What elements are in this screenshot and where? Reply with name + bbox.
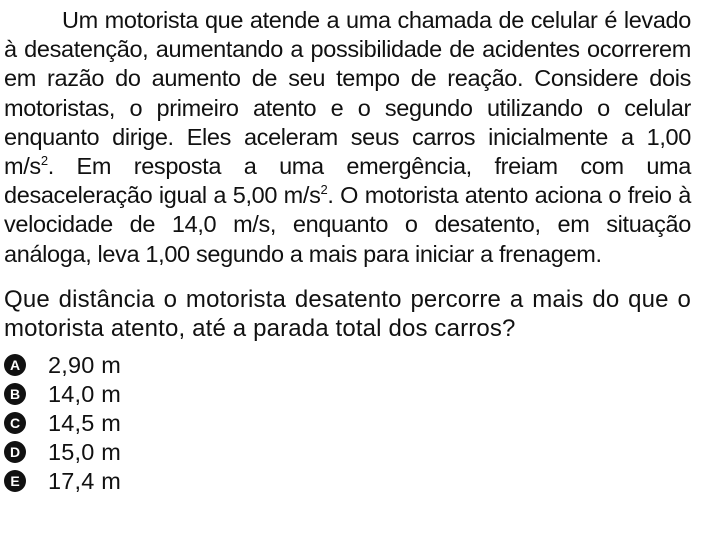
problem-statement	[4, 6, 691, 269]
exponent-2: 2	[320, 182, 328, 198]
statement-text-3: . O motorista atento aciona o freio à velocidade de 14,0 m/s, enquanto o desatento, em situação análoga, leva 1,00 segundo a mais para iniciar a frenagem.	[4, 182, 691, 267]
option-c-text: 14,5 m	[48, 409, 122, 436]
option-a[interactable]	[4, 351, 691, 380]
option-b-text: 14,0 m	[48, 380, 122, 407]
question-text: Que distância o motorista desatento percorre a mais do que o motorista atento, até a parada total dos carros?	[4, 285, 691, 343]
option-b-badge: B	[4, 383, 26, 405]
exponent-1: 2	[40, 153, 48, 169]
answer-options	[4, 351, 691, 496]
option-e-text: 17,4 m	[48, 467, 122, 494]
option-b[interactable]	[4, 380, 691, 409]
statement-text-2: . Em resposta a uma emergência, freiam com uma desaceleração igual a 5,00 m/s	[4, 153, 691, 209]
option-e-badge: E	[4, 470, 26, 492]
option-c[interactable]	[4, 409, 691, 438]
statement-text-1: Um motorista que atende a uma chamada de celular é levado à desatenção, aumentando a possibilidade de acidentes ocorrerem em razão do aumento de seu tempo de reação. Considere dois motoristas, o primeiro atento e o segundo utilizando o celular enquanto dirige. Eles aceleram seus carros inicialmente a 1,00 m/s	[4, 7, 691, 180]
option-a-text: 2,90 m	[48, 351, 122, 378]
option-e[interactable]	[4, 467, 691, 496]
option-d-badge: D	[4, 441, 26, 463]
option-d[interactable]	[4, 438, 691, 467]
option-d-text: 15,0 m	[48, 438, 122, 465]
option-a-badge: A	[4, 354, 26, 376]
option-c-badge: C	[4, 412, 26, 434]
